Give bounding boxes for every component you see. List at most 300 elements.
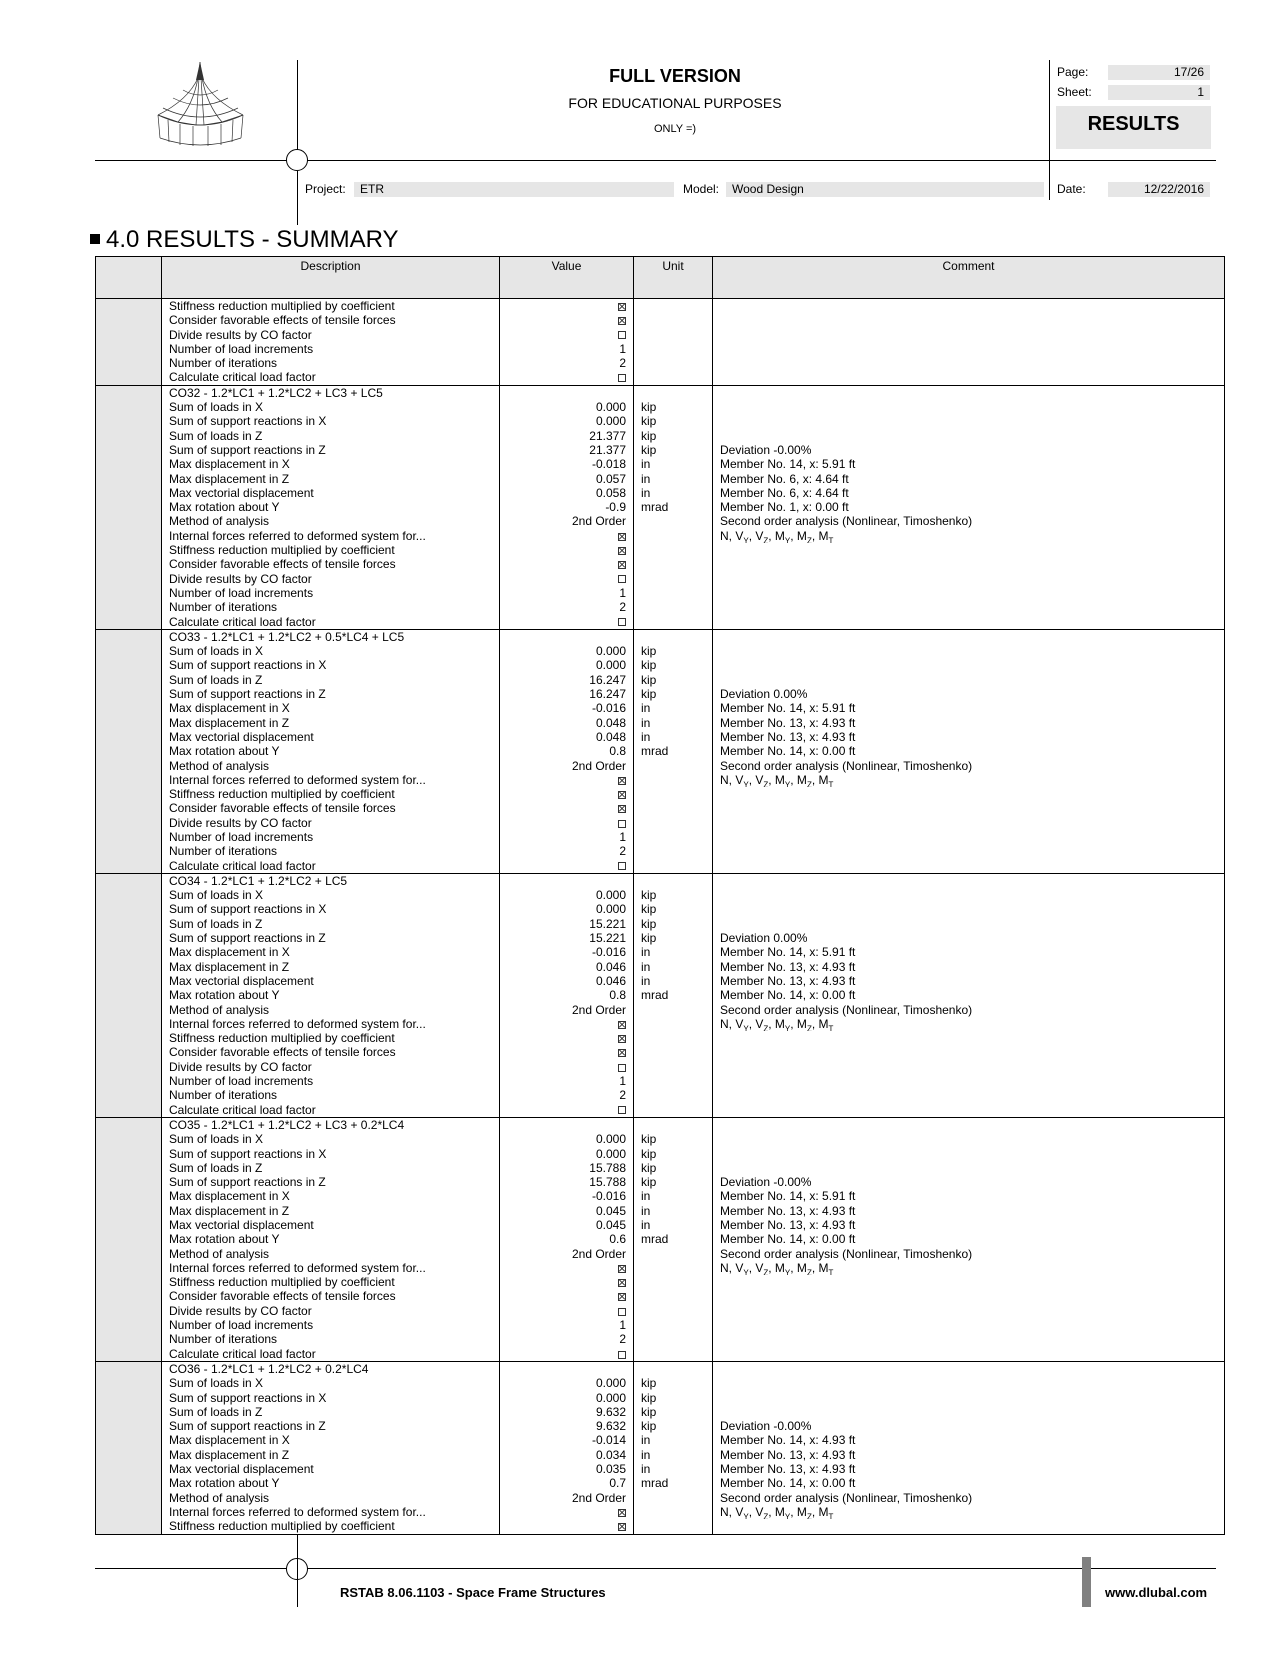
description-text: Stiffness reduction multiplied by coefficient bbox=[169, 299, 395, 313]
description-text: Stiffness reduction multiplied by coefficient bbox=[169, 787, 395, 802]
unit-text: in bbox=[641, 1462, 651, 1477]
description-text: Method of analysis bbox=[169, 514, 270, 529]
forces-subscript: T bbox=[828, 536, 834, 544]
comment-text bbox=[713, 1347, 1224, 1361]
forces-text: , M bbox=[811, 772, 829, 787]
comment-text bbox=[713, 1147, 1224, 1161]
footer-software: RSTAB 8.06.1103 - Space Frame Structures bbox=[340, 1585, 606, 1600]
description-text: Sum of support reactions in X bbox=[169, 658, 327, 673]
unit-text bbox=[634, 830, 712, 844]
comment-text: Deviation 0.00% bbox=[720, 931, 808, 946]
unit-text: in bbox=[641, 471, 651, 486]
section-title bbox=[90, 226, 399, 254]
comment-text: Member No. 13, x: 4.93 ft bbox=[720, 1203, 856, 1218]
unit-text bbox=[634, 1017, 712, 1031]
comment-text bbox=[713, 673, 1224, 687]
unit-text bbox=[634, 1332, 712, 1346]
value-text: 2 bbox=[619, 844, 626, 859]
value-text bbox=[500, 1261, 633, 1275]
comment-text: Member No. 13, x: 4.93 ft bbox=[720, 973, 856, 988]
unit-text: in bbox=[641, 1447, 651, 1462]
header-subtitle: FOR EDUCATIONAL PURPOSES bbox=[568, 95, 782, 111]
value-text: 15.788 bbox=[589, 1175, 626, 1190]
checkbox-checked-icon bbox=[618, 561, 626, 569]
comment-text bbox=[713, 1405, 1224, 1419]
table-row bbox=[96, 629, 1225, 873]
value-text: 15.221 bbox=[589, 931, 626, 946]
value-text: -0.9 bbox=[605, 500, 626, 515]
forces-subscript: Y bbox=[784, 536, 791, 544]
description-text: Internal forces referred to deformed system for... bbox=[169, 1016, 426, 1031]
description-text: Consider favorable effects of tensile forces bbox=[169, 313, 396, 328]
date-value: 12/22/2016 bbox=[1108, 182, 1210, 197]
forces-subscript: T bbox=[828, 1268, 834, 1276]
description-text: CO35 - 1.2*LC1 + 1.2*LC2 + LC3 + 0.2*LC4 bbox=[169, 1117, 405, 1132]
forces-subscript: Z bbox=[806, 1512, 812, 1520]
description-text: Number of iterations bbox=[169, 1332, 278, 1347]
value-text bbox=[500, 801, 633, 815]
unit-text: mrad bbox=[641, 1476, 669, 1491]
description-text: Stiffness reduction multiplied by coefficient bbox=[169, 1519, 395, 1534]
header-divider-right bbox=[1049, 60, 1050, 160]
value-text: -0.014 bbox=[591, 1433, 626, 1448]
table-row bbox=[96, 385, 1225, 629]
footer-divider bbox=[297, 1535, 298, 1607]
description-text: Number of iterations bbox=[169, 356, 278, 371]
forces-subscript: Z bbox=[763, 1512, 769, 1520]
forces-subscript: Z bbox=[763, 780, 769, 788]
unit-text: in bbox=[641, 973, 651, 988]
description-text: Calculate critical load factor bbox=[169, 1102, 316, 1117]
description-cell bbox=[162, 299, 500, 386]
forces-subscript: T bbox=[828, 1512, 834, 1520]
comment-text bbox=[713, 557, 1224, 571]
value-text: 0.000 bbox=[595, 644, 626, 659]
footer-website: www.dlubal.com bbox=[1105, 1585, 1208, 1600]
comment-text bbox=[713, 615, 1224, 629]
row-marker-cell bbox=[96, 873, 162, 1117]
unit-text bbox=[634, 1505, 712, 1519]
comment-text: Member No. 13, x: 4.93 ft bbox=[720, 1218, 856, 1232]
comment-text: Second order analysis (Nonlinear, Timoshenko) bbox=[720, 758, 973, 773]
comment-text: Member No. 13, x: 4.93 ft bbox=[720, 1447, 856, 1462]
description-text: Stiffness reduction multiplied by coefficient bbox=[169, 1031, 395, 1046]
description-text: Sum of loads in X bbox=[169, 1132, 264, 1147]
checkbox-unchecked-icon bbox=[618, 331, 626, 339]
forces-subscript: Y bbox=[743, 536, 749, 544]
unit-text bbox=[634, 1045, 712, 1059]
unit-text: kip bbox=[641, 1419, 657, 1434]
forces-subscript: Y bbox=[743, 1512, 749, 1520]
row-marker-cell bbox=[96, 629, 162, 873]
value-text: -0.016 bbox=[591, 945, 626, 960]
value-text bbox=[500, 1347, 633, 1361]
description-text: Max displacement in Z bbox=[169, 1447, 290, 1462]
header-bottom-line bbox=[95, 160, 1216, 161]
value-text: 1 bbox=[619, 1318, 626, 1333]
unit-text bbox=[634, 1074, 712, 1088]
description-text: Max displacement in X bbox=[169, 701, 290, 716]
description-text: CO33 - 1.2*LC1 + 1.2*LC2 + 0.5*LC4 + LC5 bbox=[169, 629, 405, 644]
value-text: 0.000 bbox=[595, 1390, 626, 1405]
unit-text: kip bbox=[641, 916, 657, 931]
comment-text: Member No. 14, x: 5.91 ft bbox=[720, 457, 856, 472]
description-text: Max vectorial displacement bbox=[169, 1218, 314, 1232]
comment-cell bbox=[713, 385, 1225, 629]
comment-text bbox=[713, 1391, 1224, 1405]
comment-text bbox=[713, 1519, 1224, 1533]
forces-text: N, V bbox=[720, 1016, 744, 1031]
value-text bbox=[500, 1118, 633, 1132]
comment-text bbox=[713, 1362, 1224, 1376]
value-text: 15.788 bbox=[589, 1160, 626, 1175]
value-text bbox=[500, 543, 633, 557]
description-text: Max displacement in X bbox=[169, 945, 290, 960]
comment-text bbox=[713, 902, 1224, 916]
unit-text: kip bbox=[641, 1376, 657, 1391]
forces-text: N, V bbox=[720, 772, 744, 787]
value-text: 0.7 bbox=[609, 1476, 626, 1491]
unit-text bbox=[634, 759, 712, 773]
unit-text bbox=[634, 844, 712, 858]
description-text: Internal forces referred to deformed system for... bbox=[169, 1260, 426, 1275]
unit-cell bbox=[634, 629, 713, 873]
description-text: Max rotation about Y bbox=[169, 988, 280, 1003]
sheet-label: Sheet: bbox=[1057, 85, 1092, 99]
comment-text bbox=[713, 1088, 1224, 1102]
forces-text: , M bbox=[811, 1016, 829, 1031]
comment-text bbox=[713, 586, 1224, 600]
comment-text bbox=[713, 1318, 1224, 1332]
row-marker-cell bbox=[96, 299, 162, 386]
value-text: 2 bbox=[619, 356, 626, 371]
description-cell bbox=[162, 1117, 500, 1361]
row-marker-cell bbox=[96, 1117, 162, 1361]
forces-subscript: Y bbox=[784, 1512, 791, 1520]
forces-subscript: Z bbox=[806, 780, 812, 788]
comment-text bbox=[713, 787, 1224, 801]
description-cell bbox=[162, 385, 500, 629]
comment-text bbox=[713, 1103, 1224, 1117]
comment-text bbox=[713, 299, 1224, 313]
value-text bbox=[500, 1060, 633, 1074]
forces-text: , M bbox=[790, 1260, 807, 1275]
value-text: 0.048 bbox=[595, 715, 626, 730]
value-text: 0.000 bbox=[595, 902, 626, 917]
value-text: 1 bbox=[619, 585, 626, 600]
unit-text bbox=[634, 370, 712, 384]
comment-text bbox=[713, 400, 1224, 414]
forces-subscript: Z bbox=[806, 1024, 812, 1032]
forces-text: , M bbox=[768, 528, 785, 543]
description-text: Max vectorial displacement bbox=[169, 973, 314, 988]
value-text: 2 bbox=[619, 1088, 626, 1103]
value-text: 0.035 bbox=[595, 1462, 626, 1477]
comment-text: Member No. 14, x: 0.00 ft bbox=[720, 744, 856, 759]
description-text: Divide results by CO factor bbox=[169, 1303, 312, 1318]
description-text: Sum of loads in Z bbox=[169, 1160, 263, 1175]
unit-text bbox=[634, 572, 712, 586]
checkbox-checked-icon bbox=[618, 317, 626, 325]
description-text: Method of analysis bbox=[169, 1002, 270, 1017]
project-divider bbox=[297, 171, 298, 225]
unit-text bbox=[634, 1060, 712, 1074]
description-text: Divide results by CO factor bbox=[169, 815, 312, 830]
description-text: Sum of support reactions in X bbox=[169, 1146, 327, 1161]
checkbox-checked-icon bbox=[618, 1021, 626, 1029]
checkbox-unchecked-icon bbox=[618, 862, 626, 870]
unit-text bbox=[634, 1003, 712, 1017]
unit-text bbox=[634, 356, 712, 370]
forces-text: , M bbox=[768, 772, 785, 787]
forces-text: , M bbox=[811, 528, 829, 543]
value-text bbox=[500, 787, 633, 801]
value-text bbox=[500, 529, 633, 543]
unit-text: in bbox=[641, 1218, 651, 1232]
comment-text: Member No. 14, x: 0.00 ft bbox=[720, 1232, 856, 1247]
comment-text: Deviation -0.00% bbox=[720, 1175, 812, 1190]
description-text: Number of load increments bbox=[169, 829, 314, 844]
table-row bbox=[96, 1117, 1225, 1361]
unit-text: in bbox=[641, 1203, 651, 1218]
description-text: Divide results by CO factor bbox=[169, 1059, 312, 1074]
value-cell bbox=[500, 873, 634, 1117]
checkbox-checked-icon bbox=[618, 1293, 626, 1301]
header-comment: Comment bbox=[713, 257, 1225, 299]
description-text: Number of load increments bbox=[169, 341, 314, 356]
unit-text: in bbox=[641, 945, 651, 960]
forces-text: , M bbox=[811, 1260, 829, 1275]
comment-text: Member No. 13, x: 4.93 ft bbox=[720, 959, 856, 974]
value-text: 0.046 bbox=[595, 959, 626, 974]
value-cell bbox=[500, 1117, 634, 1361]
description-text: Sum of support reactions in Z bbox=[169, 1419, 326, 1434]
row-marker-cell bbox=[96, 385, 162, 629]
checkbox-checked-icon bbox=[618, 303, 626, 311]
value-text bbox=[500, 773, 633, 787]
unit-text bbox=[634, 1118, 712, 1132]
unit-text bbox=[634, 557, 712, 571]
comment-text: Member No. 13, x: 4.93 ft bbox=[720, 715, 856, 730]
description-text: Max vectorial displacement bbox=[169, 485, 314, 500]
comment-text bbox=[713, 1045, 1224, 1059]
footer-bar bbox=[1082, 1557, 1091, 1607]
comment-text bbox=[713, 816, 1224, 830]
unit-text bbox=[634, 874, 712, 888]
description-text: Number of iterations bbox=[169, 600, 278, 615]
unit-text bbox=[634, 1031, 712, 1045]
checkbox-checked-icon bbox=[618, 547, 626, 555]
checkbox-checked-icon bbox=[618, 777, 626, 785]
description-text: Max rotation about Y bbox=[169, 1476, 280, 1491]
comment-text: Member No. 13, x: 4.93 ft bbox=[720, 1462, 856, 1477]
comment-text bbox=[713, 888, 1224, 902]
description-text: Max rotation about Y bbox=[169, 744, 280, 759]
value-text: 0.057 bbox=[595, 471, 626, 486]
value-text: 0.045 bbox=[595, 1218, 626, 1232]
unit-text: mrad bbox=[641, 744, 669, 759]
description-text: Stiffness reduction multiplied by coefficient bbox=[169, 1275, 395, 1290]
comment-text bbox=[713, 1060, 1224, 1074]
forces-subscript: Y bbox=[784, 780, 791, 788]
internal-forces-list bbox=[713, 773, 1224, 787]
description-text: Divide results by CO factor bbox=[169, 327, 312, 342]
unit-text bbox=[634, 313, 712, 327]
unit-text bbox=[634, 859, 712, 873]
checkbox-unchecked-icon bbox=[618, 618, 626, 626]
comment-text bbox=[713, 1132, 1224, 1146]
unit-text: kip bbox=[641, 1404, 657, 1419]
value-text: 2nd Order bbox=[571, 1490, 626, 1505]
comment-text bbox=[713, 429, 1224, 443]
unit-text: kip bbox=[641, 1146, 657, 1161]
comment-text: Second order analysis (Nonlinear, Timoshenko) bbox=[720, 1002, 973, 1017]
comment-text: Deviation -0.00% bbox=[720, 1419, 812, 1434]
internal-forces-list bbox=[713, 529, 1224, 543]
description-text: Number of iterations bbox=[169, 844, 278, 859]
unit-text bbox=[634, 801, 712, 815]
value-text: 2 bbox=[619, 1332, 626, 1347]
comment-text bbox=[713, 356, 1224, 370]
comment-text bbox=[713, 844, 1224, 858]
unit-text bbox=[634, 1304, 712, 1318]
forces-subscript: Y bbox=[743, 1268, 749, 1276]
value-text bbox=[500, 572, 633, 586]
comment-text bbox=[713, 1275, 1224, 1289]
value-text: 1 bbox=[619, 829, 626, 844]
forces-text: , M bbox=[790, 772, 807, 787]
description-text: Divide results by CO factor bbox=[169, 571, 312, 586]
unit-text bbox=[634, 328, 712, 342]
forces-subscript: Z bbox=[806, 1268, 812, 1276]
value-text: 0.8 bbox=[609, 988, 626, 1003]
value-cell bbox=[500, 299, 634, 386]
unit-text: kip bbox=[641, 428, 657, 443]
comment-text bbox=[713, 572, 1224, 586]
forces-subscript: Z bbox=[806, 536, 812, 544]
value-text: -0.016 bbox=[591, 701, 626, 716]
description-text: Number of load increments bbox=[169, 1074, 314, 1089]
forces-text: , M bbox=[768, 1016, 785, 1031]
checkbox-checked-icon bbox=[618, 1265, 626, 1273]
comment-text: Member No. 14, x: 4.93 ft bbox=[720, 1433, 856, 1448]
comment-text bbox=[713, 328, 1224, 342]
forces-subscript: Z bbox=[763, 1024, 769, 1032]
unit-text bbox=[634, 342, 712, 356]
forces-subscript: T bbox=[828, 780, 834, 788]
checkbox-unchecked-icon bbox=[618, 575, 626, 583]
table-row bbox=[96, 1361, 1225, 1534]
value-text: 0.034 bbox=[595, 1447, 626, 1462]
forces-subscript: Z bbox=[763, 1268, 769, 1276]
comment-text bbox=[713, 1074, 1224, 1088]
table-row bbox=[96, 873, 1225, 1117]
value-cell bbox=[500, 629, 634, 873]
unit-text: kip bbox=[641, 931, 657, 946]
comment-text bbox=[713, 830, 1224, 844]
description-text: Max rotation about Y bbox=[169, 1232, 280, 1247]
comment-text bbox=[713, 1161, 1224, 1175]
section-title-text: 4.0 RESULTS - SUMMARY bbox=[106, 226, 399, 253]
unit-text: kip bbox=[641, 902, 657, 917]
unit-text: in bbox=[641, 959, 651, 974]
value-text bbox=[500, 557, 633, 571]
header-subtitle2: ONLY =) bbox=[653, 123, 697, 135]
comment-text: Second order analysis (Nonlinear, Timoshenko) bbox=[720, 1246, 973, 1261]
value-text bbox=[500, 370, 633, 384]
comment-text bbox=[713, 414, 1224, 428]
unit-cell bbox=[634, 385, 713, 629]
unit-text bbox=[634, 773, 712, 787]
comment-text bbox=[713, 874, 1224, 888]
comment-text bbox=[713, 342, 1224, 356]
forces-text: , M bbox=[790, 528, 807, 543]
footer-line bbox=[95, 1568, 1216, 1569]
value-text: 0.8 bbox=[609, 744, 626, 759]
unit-cell bbox=[634, 1361, 713, 1534]
unit-text bbox=[634, 1491, 712, 1505]
unit-text: in bbox=[641, 1433, 651, 1448]
unit-text: kip bbox=[641, 1132, 657, 1147]
description-text: Max displacement in Z bbox=[169, 471, 290, 486]
value-text bbox=[500, 859, 633, 873]
description-text: Internal forces referred to deformed system for... bbox=[169, 528, 426, 543]
unit-text bbox=[634, 1289, 712, 1303]
unit-text bbox=[634, 600, 712, 614]
unit-text bbox=[634, 816, 712, 830]
value-text: 0.048 bbox=[595, 729, 626, 744]
value-text bbox=[500, 1519, 633, 1533]
results-summary-table bbox=[95, 256, 1225, 1535]
header-divider-left bbox=[297, 60, 298, 160]
comment-text bbox=[713, 1332, 1224, 1346]
comment-cell bbox=[713, 1117, 1225, 1361]
logo bbox=[138, 60, 263, 150]
checkbox-unchecked-icon bbox=[618, 1106, 626, 1114]
unit-text bbox=[634, 1261, 712, 1275]
comment-text: Member No. 14, x: 5.91 ft bbox=[720, 701, 856, 716]
description-text: Sum of loads in Z bbox=[169, 916, 263, 931]
value-text: 0.000 bbox=[595, 888, 626, 903]
description-text: Method of analysis bbox=[169, 1246, 270, 1261]
forces-subscript: Y bbox=[784, 1268, 791, 1276]
forces-text: , V bbox=[748, 772, 764, 787]
header-circle bbox=[286, 149, 308, 171]
value-cell bbox=[500, 385, 634, 629]
forces-subscript: Y bbox=[784, 1024, 791, 1032]
description-text: Consider favorable effects of tensile forces bbox=[169, 1289, 396, 1304]
description-text: Sum of loads in Z bbox=[169, 1404, 263, 1419]
description-text: Sum of loads in X bbox=[169, 1376, 264, 1391]
value-text: 0.000 bbox=[595, 1132, 626, 1147]
comment-text bbox=[713, 1031, 1224, 1045]
value-text: 2nd Order bbox=[571, 514, 626, 529]
unit-text: mrad bbox=[641, 1232, 669, 1247]
description-text: Calculate critical load factor bbox=[169, 614, 316, 629]
sheet-value: 1 bbox=[1108, 85, 1210, 100]
unit-text bbox=[634, 386, 712, 400]
description-text: Sum of loads in X bbox=[169, 400, 264, 415]
description-text: Method of analysis bbox=[169, 1490, 270, 1505]
unit-text bbox=[634, 787, 712, 801]
unit-text: in bbox=[641, 457, 651, 472]
comment-text bbox=[713, 917, 1224, 931]
value-text bbox=[500, 816, 633, 830]
checkbox-checked-icon bbox=[618, 791, 626, 799]
comment-text bbox=[713, 600, 1224, 614]
value-text bbox=[500, 630, 633, 644]
forces-text: , V bbox=[748, 1260, 764, 1275]
